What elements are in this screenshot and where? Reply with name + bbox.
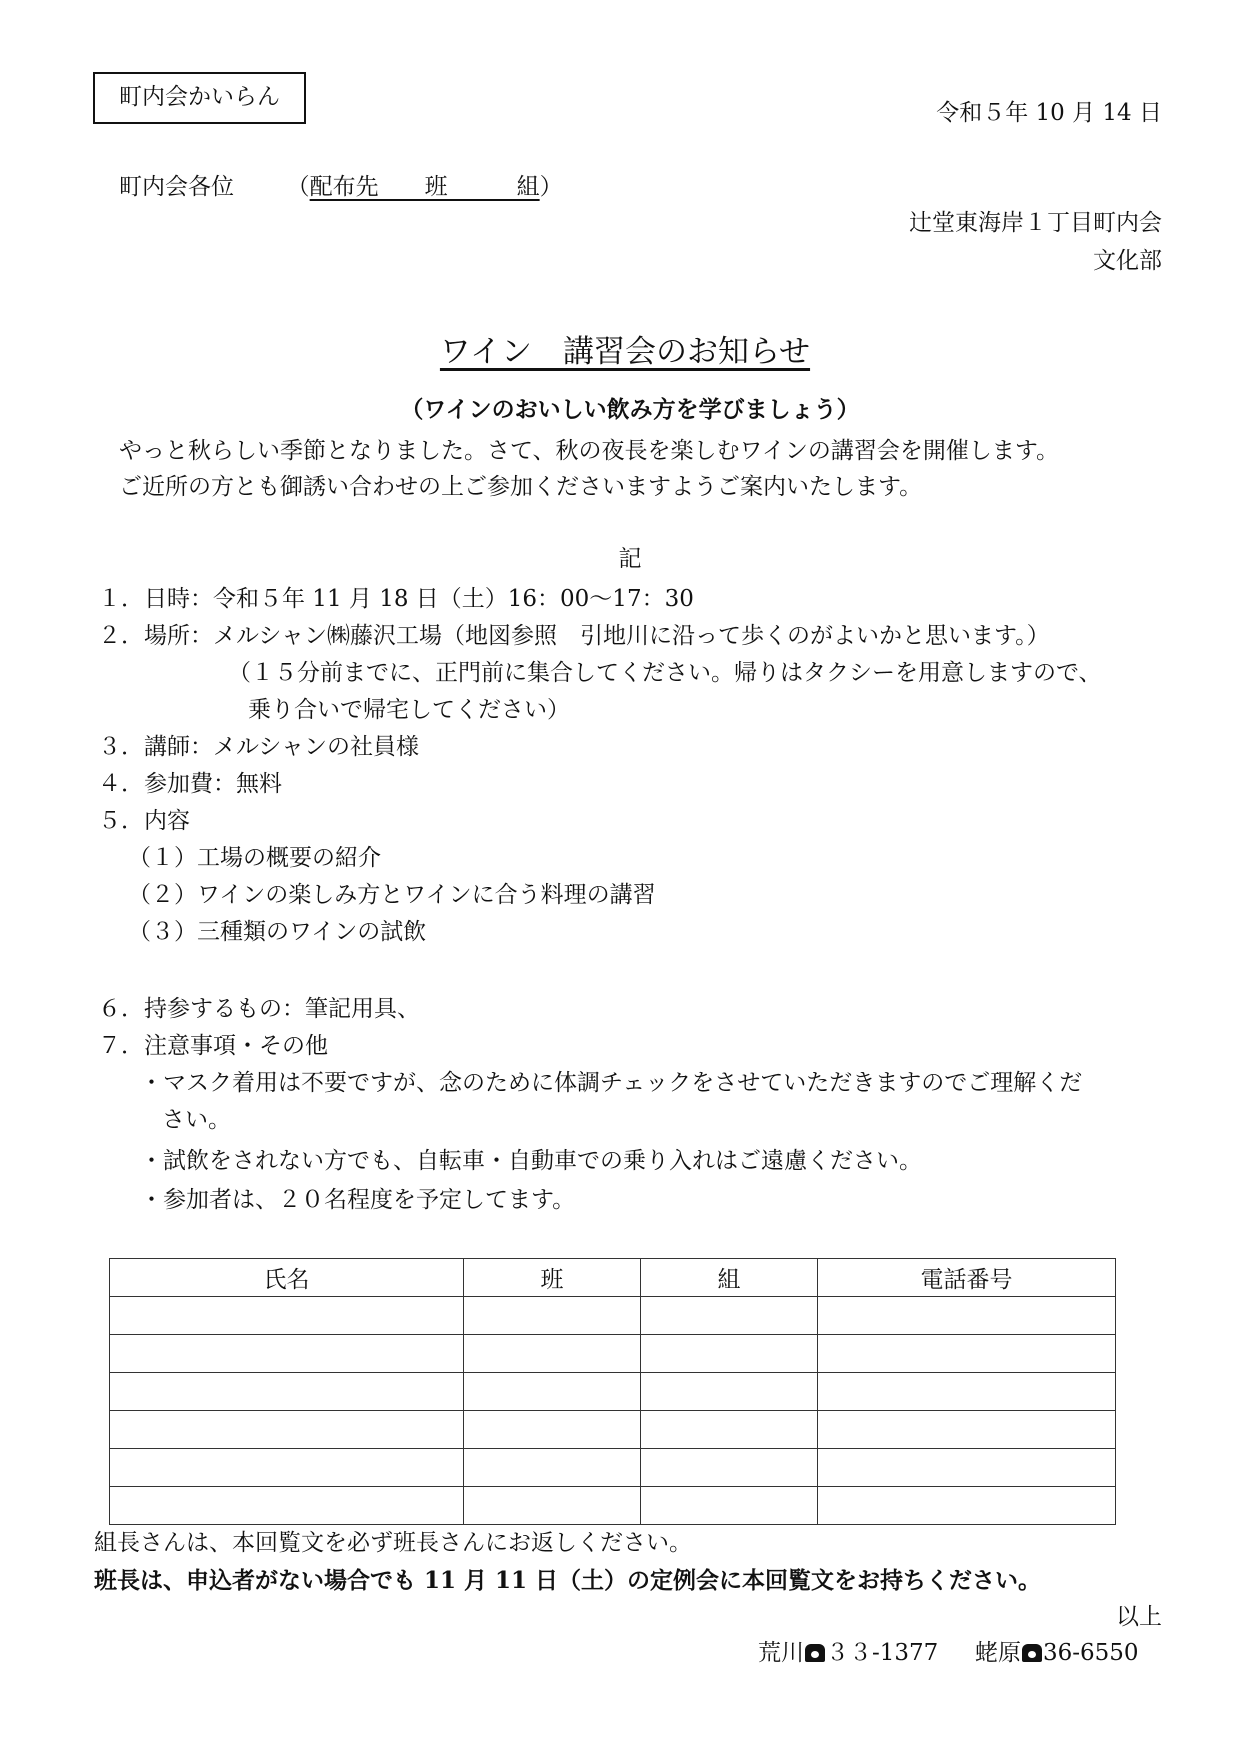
table-header-row: [110, 1259, 1116, 1297]
table-row: [110, 1335, 1116, 1373]
distribution-field: 配布先 班 組: [309, 174, 540, 200]
contact-1-name: 荒川: [758, 1640, 804, 1666]
table-row: [110, 1449, 1116, 1487]
header-phone: 電話番号: [818, 1259, 1116, 1297]
kumi-cell[interactable]: [641, 1335, 818, 1373]
phone-cell[interactable]: [818, 1411, 1116, 1449]
han-cell[interactable]: [464, 1487, 641, 1525]
han-cell[interactable]: [464, 1449, 641, 1487]
phone-cell[interactable]: [818, 1487, 1116, 1525]
contact-line: [758, 1640, 1139, 1668]
note-3: ・参加者は、２０名程度を予定してます。: [140, 1187, 576, 1213]
name-cell[interactable]: [110, 1487, 464, 1525]
circular-label-text: 町内会かいらん: [119, 84, 280, 111]
name-cell[interactable]: [110, 1449, 464, 1487]
contact-2-number: 36-6550: [1042, 1640, 1139, 1666]
item-datetime: １．日時：令和５年 11 月 18 日（土）16：00～17：30: [98, 586, 694, 612]
kumi-cell[interactable]: [641, 1373, 818, 1411]
han-cell[interactable]: [464, 1335, 641, 1373]
han-cell[interactable]: [464, 1297, 641, 1335]
contact-1-number: ３３-1377: [826, 1640, 939, 1666]
recipient-line: [119, 174, 563, 202]
item-content-1: （１）工場の概要の紹介: [128, 845, 381, 871]
item-content: ５．内容: [98, 808, 190, 834]
item-bring: ６．持参するもの：筆記用具、: [98, 996, 420, 1022]
name-cell[interactable]: [110, 1411, 464, 1449]
table-row: [110, 1411, 1116, 1449]
kumi-cell[interactable]: [641, 1297, 818, 1335]
page-title: ワイン 講習会のお知らせ: [439, 334, 811, 370]
name-cell[interactable]: [110, 1335, 464, 1373]
telephone-icon: [805, 1644, 825, 1662]
item-content-2: （２）ワインの楽しみ方とワインに合う料理の講習: [128, 882, 656, 908]
item-notes: ７．注意事項・その他: [98, 1033, 328, 1059]
han-cell[interactable]: [464, 1411, 641, 1449]
distribution-close: ）: [539, 174, 563, 200]
circular-label: [93, 72, 306, 124]
telephone-icon: [1022, 1644, 1042, 1662]
phone-cell[interactable]: [818, 1297, 1116, 1335]
header-kumi: 組: [641, 1259, 818, 1297]
contact-2-name: 蛯原: [974, 1640, 1021, 1666]
phone-cell[interactable]: [818, 1449, 1116, 1487]
name-cell[interactable]: [110, 1373, 464, 1411]
page-subtitle: （ワインのおいしい飲み方を学びましょう）: [400, 396, 860, 423]
kumi-cell[interactable]: [641, 1487, 818, 1525]
sender-dept: 文化部: [1093, 248, 1162, 274]
intro-line-1: やっと秋らしい季節となりました。さて、秋の夜長を楽しむワインの講習会を開催します。: [119, 438, 1060, 464]
registration-table: [109, 1258, 1116, 1525]
leader-note: 班長は、申込者がない場合でも 11 月 11 日（土）の定例会に本回覧文をお持ちください。: [94, 1567, 1042, 1594]
header-han: 班: [464, 1259, 641, 1297]
sender-org: 辻堂東海岸１丁目町内会: [909, 210, 1162, 236]
table-row: [110, 1487, 1116, 1525]
kumi-cell[interactable]: [641, 1449, 818, 1487]
name-cell[interactable]: [110, 1297, 464, 1335]
intro-line-2: ご近所の方とも御誘い合わせの上ご参加くださいますようご案内いたします。: [119, 474, 923, 500]
header-name: 氏名: [110, 1259, 464, 1297]
note-2: ・試飲をされない方でも、自転車・自動車での乗り入れはご遠慮ください。: [140, 1148, 922, 1174]
phone-cell[interactable]: [818, 1373, 1116, 1411]
table-row: [110, 1373, 1116, 1411]
recipient: 町内会各位: [119, 174, 234, 200]
kumi-cell[interactable]: [641, 1411, 818, 1449]
note-1b: さい。: [162, 1107, 231, 1133]
han-cell[interactable]: [464, 1373, 641, 1411]
item-content-3: （３）三種類のワインの試飲: [128, 919, 427, 945]
ki-heading: 記: [618, 546, 642, 572]
table-row: [110, 1297, 1116, 1335]
note-1a: ・マスク着用は不要ですが、念のために体調チェックをさせていただきますのでご理解くだ: [140, 1070, 1083, 1096]
item-place-note-1: （１５分前までに、正門前に集合してください。帰りはタクシーを用意しますので、: [228, 660, 1102, 686]
issue-date: 令和５年 10 月 14 日: [936, 100, 1162, 126]
item-place-note-2: 乗り合いで帰宅してください）: [248, 697, 570, 723]
item-place: ２．場所：メルシャン㈱藤沢工場（地図参照 引地川に沿って歩くのがよいかと思います。）: [98, 623, 1050, 649]
item-fee: ４．参加費：無料: [98, 771, 282, 797]
closing: 以上: [1116, 1604, 1162, 1630]
item-lecturer: ３．講師：メルシャンの社員様: [98, 734, 419, 760]
phone-cell[interactable]: [818, 1335, 1116, 1373]
return-note: 組長さんは、本回覧文を必ず班長さんにお返しください。: [94, 1530, 692, 1556]
distribution-open: （: [286, 174, 310, 200]
